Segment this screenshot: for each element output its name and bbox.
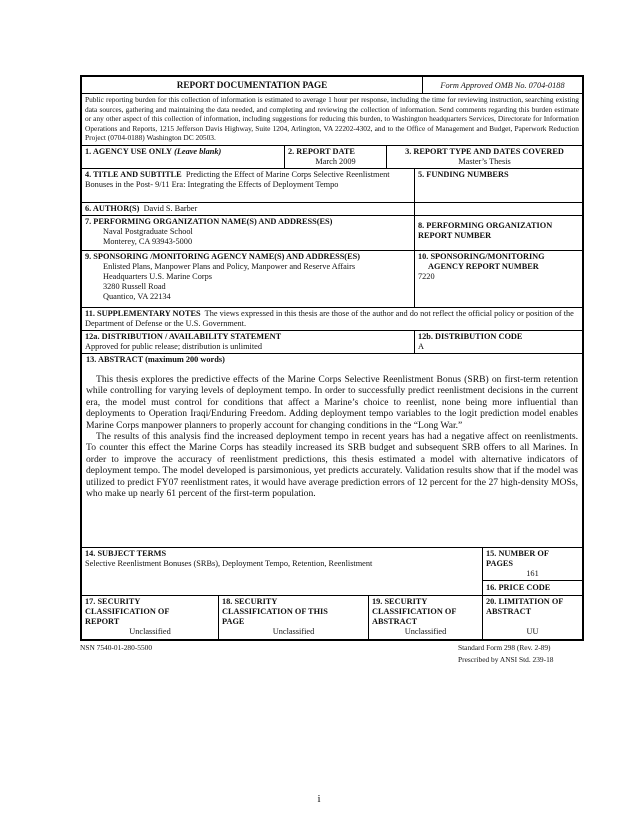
subject-terms-value: Selective Reenlistment Bonuses (SRBs), Deployment Tempo, Retention, Reenlistment	[85, 559, 373, 568]
sponsoring-line2: Headquarters U.S. Marine Corps	[103, 272, 212, 281]
security-abstract-l2: CLASSIFICATION OF	[372, 607, 457, 616]
form-header-row	[80, 75, 584, 94]
security-abstract-l1: 19. SECURITY	[372, 597, 428, 606]
sponsoring-agency-label: 9. SPONSORING /MONITORING AGENCY NAME(S) AND ADDRESS(ES)	[85, 252, 360, 261]
security-page-value: Unclassified	[272, 627, 315, 636]
security-page-l3: PAGE	[222, 617, 245, 626]
performing-org-label: 7. PERFORMING ORGANIZATION NAME(S) AND ADDRESS(ES)	[85, 217, 333, 226]
distribution-cell	[82, 331, 414, 353]
pages-label1: 15. NUMBER OF	[486, 549, 549, 558]
agency-use-label: 1. AGENCY USE ONLY	[85, 147, 172, 156]
subject-terms-label: 14. SUBJECT TERMS	[85, 549, 167, 558]
supplementary-label: 11. SUPPLEMENTARY NOTES	[85, 309, 201, 318]
author-label: 6. AUTHOR(S)	[85, 204, 140, 213]
row-sponsoring	[80, 251, 584, 308]
author-cell	[82, 203, 414, 215]
funding-label: 5. FUNDING NUMBERS	[418, 170, 509, 179]
row-agency-date-type	[80, 146, 584, 169]
row-supplementary	[80, 308, 584, 331]
omb-approval	[422, 77, 582, 93]
security-page-cell	[218, 596, 368, 639]
performing-report-cell	[414, 216, 582, 250]
form-title: REPORT DOCUMENTATION PAGE	[176, 80, 328, 90]
limitation-l1: 20. LIMITATION OF	[486, 597, 564, 606]
pages-value: 161	[526, 569, 539, 578]
row-abstract	[80, 354, 584, 548]
prescribed-by: Prescribed by ANSI Std. 239-18	[458, 655, 554, 664]
standard-form: Standard Form 298 (Rev. 2-89)	[458, 643, 551, 652]
report-date-label: 2. REPORT DATE	[288, 147, 355, 156]
abstract-cell	[82, 354, 582, 547]
title-cell	[82, 169, 414, 202]
distribution-code-value: A	[418, 342, 424, 351]
performing-org-line2: Monterey, CA 93943-5000	[103, 237, 193, 246]
limitation-l2: ABSTRACT	[486, 607, 532, 616]
pages-cell	[483, 548, 582, 581]
burden-row	[80, 94, 584, 146]
author-value: David S. Barber	[143, 204, 198, 213]
agency-use-note: (Leave blank)	[174, 147, 222, 156]
sponsoring-report-label2: AGENCY REPORT NUMBER	[428, 262, 539, 271]
security-report-cell	[82, 596, 218, 639]
supplementary-cell	[82, 308, 582, 330]
sponsoring-agency-cell	[82, 251, 414, 307]
abstract-paragraph-1: This thesis explores the predictive effects of the Marine Corps Selective Reenlistment Bonus (SRB) on first-term retention while controlling for varying levels of deployment tempo. In order to successfully predict reenlistment decisions in the current era, the model must control for conditions that affect a Marine’s choice to reenlist, none being more influential than deployments to Operation Iraqi/Enduring Freedom. Adding deployment tempo variables to the logit prediction model enables Marine Corps manpower planners to properly account for changing conditions in the “Long War.”	[86, 374, 578, 431]
security-abstract-value: Unclassified	[404, 627, 447, 636]
sponsoring-line3: 3280 Russell Road	[103, 282, 166, 291]
report-type-label: 3. REPORT TYPE AND DATES COVERED	[405, 147, 564, 156]
report-date-value: March 2009	[315, 157, 356, 166]
performing-report-label: 8. PERFORMING ORGANIZATION REPORT NUMBER	[418, 221, 553, 240]
limitation-cell	[482, 596, 582, 639]
sponsoring-line4: Quantico, VA 22134	[103, 292, 171, 301]
distribution-label: 12a. DISTRIBUTION / AVAILABILITY STATEMENT	[85, 332, 282, 341]
security-report-l2: CLASSIFICATION OF	[85, 607, 170, 616]
pages-label2: PAGES	[486, 559, 514, 568]
security-abstract-l3: ABSTRACT	[372, 617, 418, 626]
row-author	[80, 203, 584, 216]
abstract-label: 13. ABSTRACT (maximum 200 words)	[86, 355, 225, 364]
report-type-cell	[386, 146, 582, 168]
limitation-value: UU	[526, 627, 539, 636]
row-performing	[80, 216, 584, 251]
funding-cell	[414, 169, 582, 202]
distribution-code-cell	[414, 331, 582, 353]
burden-statement: Public reporting burden for this collection of information is estimated to average 1 hour per response, including the time for reviewing instruction, searching existing data sources, gathering and maintaining the data needed, and completing and reviewing the collection of information. Send comments regarding this burden estimate or any other aspect of this collection of information, including suggestions for reducing this burden, to Washington headquarters Services, Directorate for Information Operations and Reports, 1215 Jefferson Davis Highway, Suite 1204, Arlington, VA 22202-4302, and to the Office of Management and Budget, Paperwork Reduction Project (0704-0188) Washington DC 20503.	[85, 95, 579, 143]
report-type-value: Master’s Thesis	[458, 157, 511, 166]
title-label: 4. TITLE AND SUBTITLE	[85, 170, 182, 179]
pages-price-cell	[482, 548, 582, 595]
omb-approval-text: Form Approved OMB No. 0704-0188	[440, 81, 565, 90]
distribution-code-label: 12b. DISTRIBUTION CODE	[418, 332, 523, 341]
supplementary-value: The views expressed in this thesis are those of the author and do not reflect the official policy or position of the Department of Defense or the U.S. Government.	[85, 309, 574, 328]
row-title	[80, 169, 584, 203]
security-abstract-cell	[368, 596, 482, 639]
distribution-value: Approved for public release; distribution is unlimited	[85, 342, 262, 351]
sponsoring-report-label1: 10. SPONSORING/MONITORING	[418, 252, 545, 261]
sponsoring-line1: Enlisted Plans, Manpower Plans and Policy, Manpower and Reserve Affairs	[103, 262, 356, 271]
sponsoring-report-cell	[414, 251, 582, 307]
author-right-cell	[414, 203, 582, 215]
performing-org-line1: Naval Postgraduate School	[103, 227, 193, 236]
abstract-paragraph-2: The results of this analysis find the increased deployment tempo in recent years has had a negative affect on reenlistments. To counter this effect the Marine Corps has steadily increased its SRB budget and subsequent SRB offers to all Marines. In order to improve the accuracy of reenlistment predictions, this thesis estimated a model with alternative indicators of deployment tempo. The model developed is parsimonious, yet predicts accurately. Validation results show that if the model was utilized to predict FY07 reenlistment rates, it would have average prediction errors of 12 percent for the 27 high-density MOSs, who make up nearly 61 percent of the first-term population.	[86, 431, 578, 500]
title-value: Predicting the Effect of Marine Corps Selective Reenlistment Bonuses in the Post- 9/11 Era: Integrating the Effects of Deployment Tempo	[85, 170, 390, 189]
sponsoring-report-value: 7220	[418, 272, 435, 281]
report-date-cell	[284, 146, 386, 168]
nsn-number: NSN 7540-01-280-5500	[80, 643, 153, 652]
security-report-value: Unclassified	[129, 627, 171, 636]
security-report-l3: REPORT	[85, 617, 120, 626]
subject-terms-cell	[82, 548, 482, 595]
row-distribution	[80, 331, 584, 354]
performing-org-cell	[82, 216, 414, 250]
agency-use-cell	[82, 146, 284, 168]
row-security	[80, 596, 584, 641]
security-report-l1: 17. SECURITY	[85, 597, 141, 606]
page-number: i	[317, 793, 321, 805]
security-page-l2: CLASSIFICATION OF THIS	[222, 607, 328, 616]
row-subject	[80, 548, 584, 596]
price-code-label: 16. PRICE CODE	[486, 583, 551, 592]
security-page-l1: 18. SECURITY	[222, 597, 278, 606]
